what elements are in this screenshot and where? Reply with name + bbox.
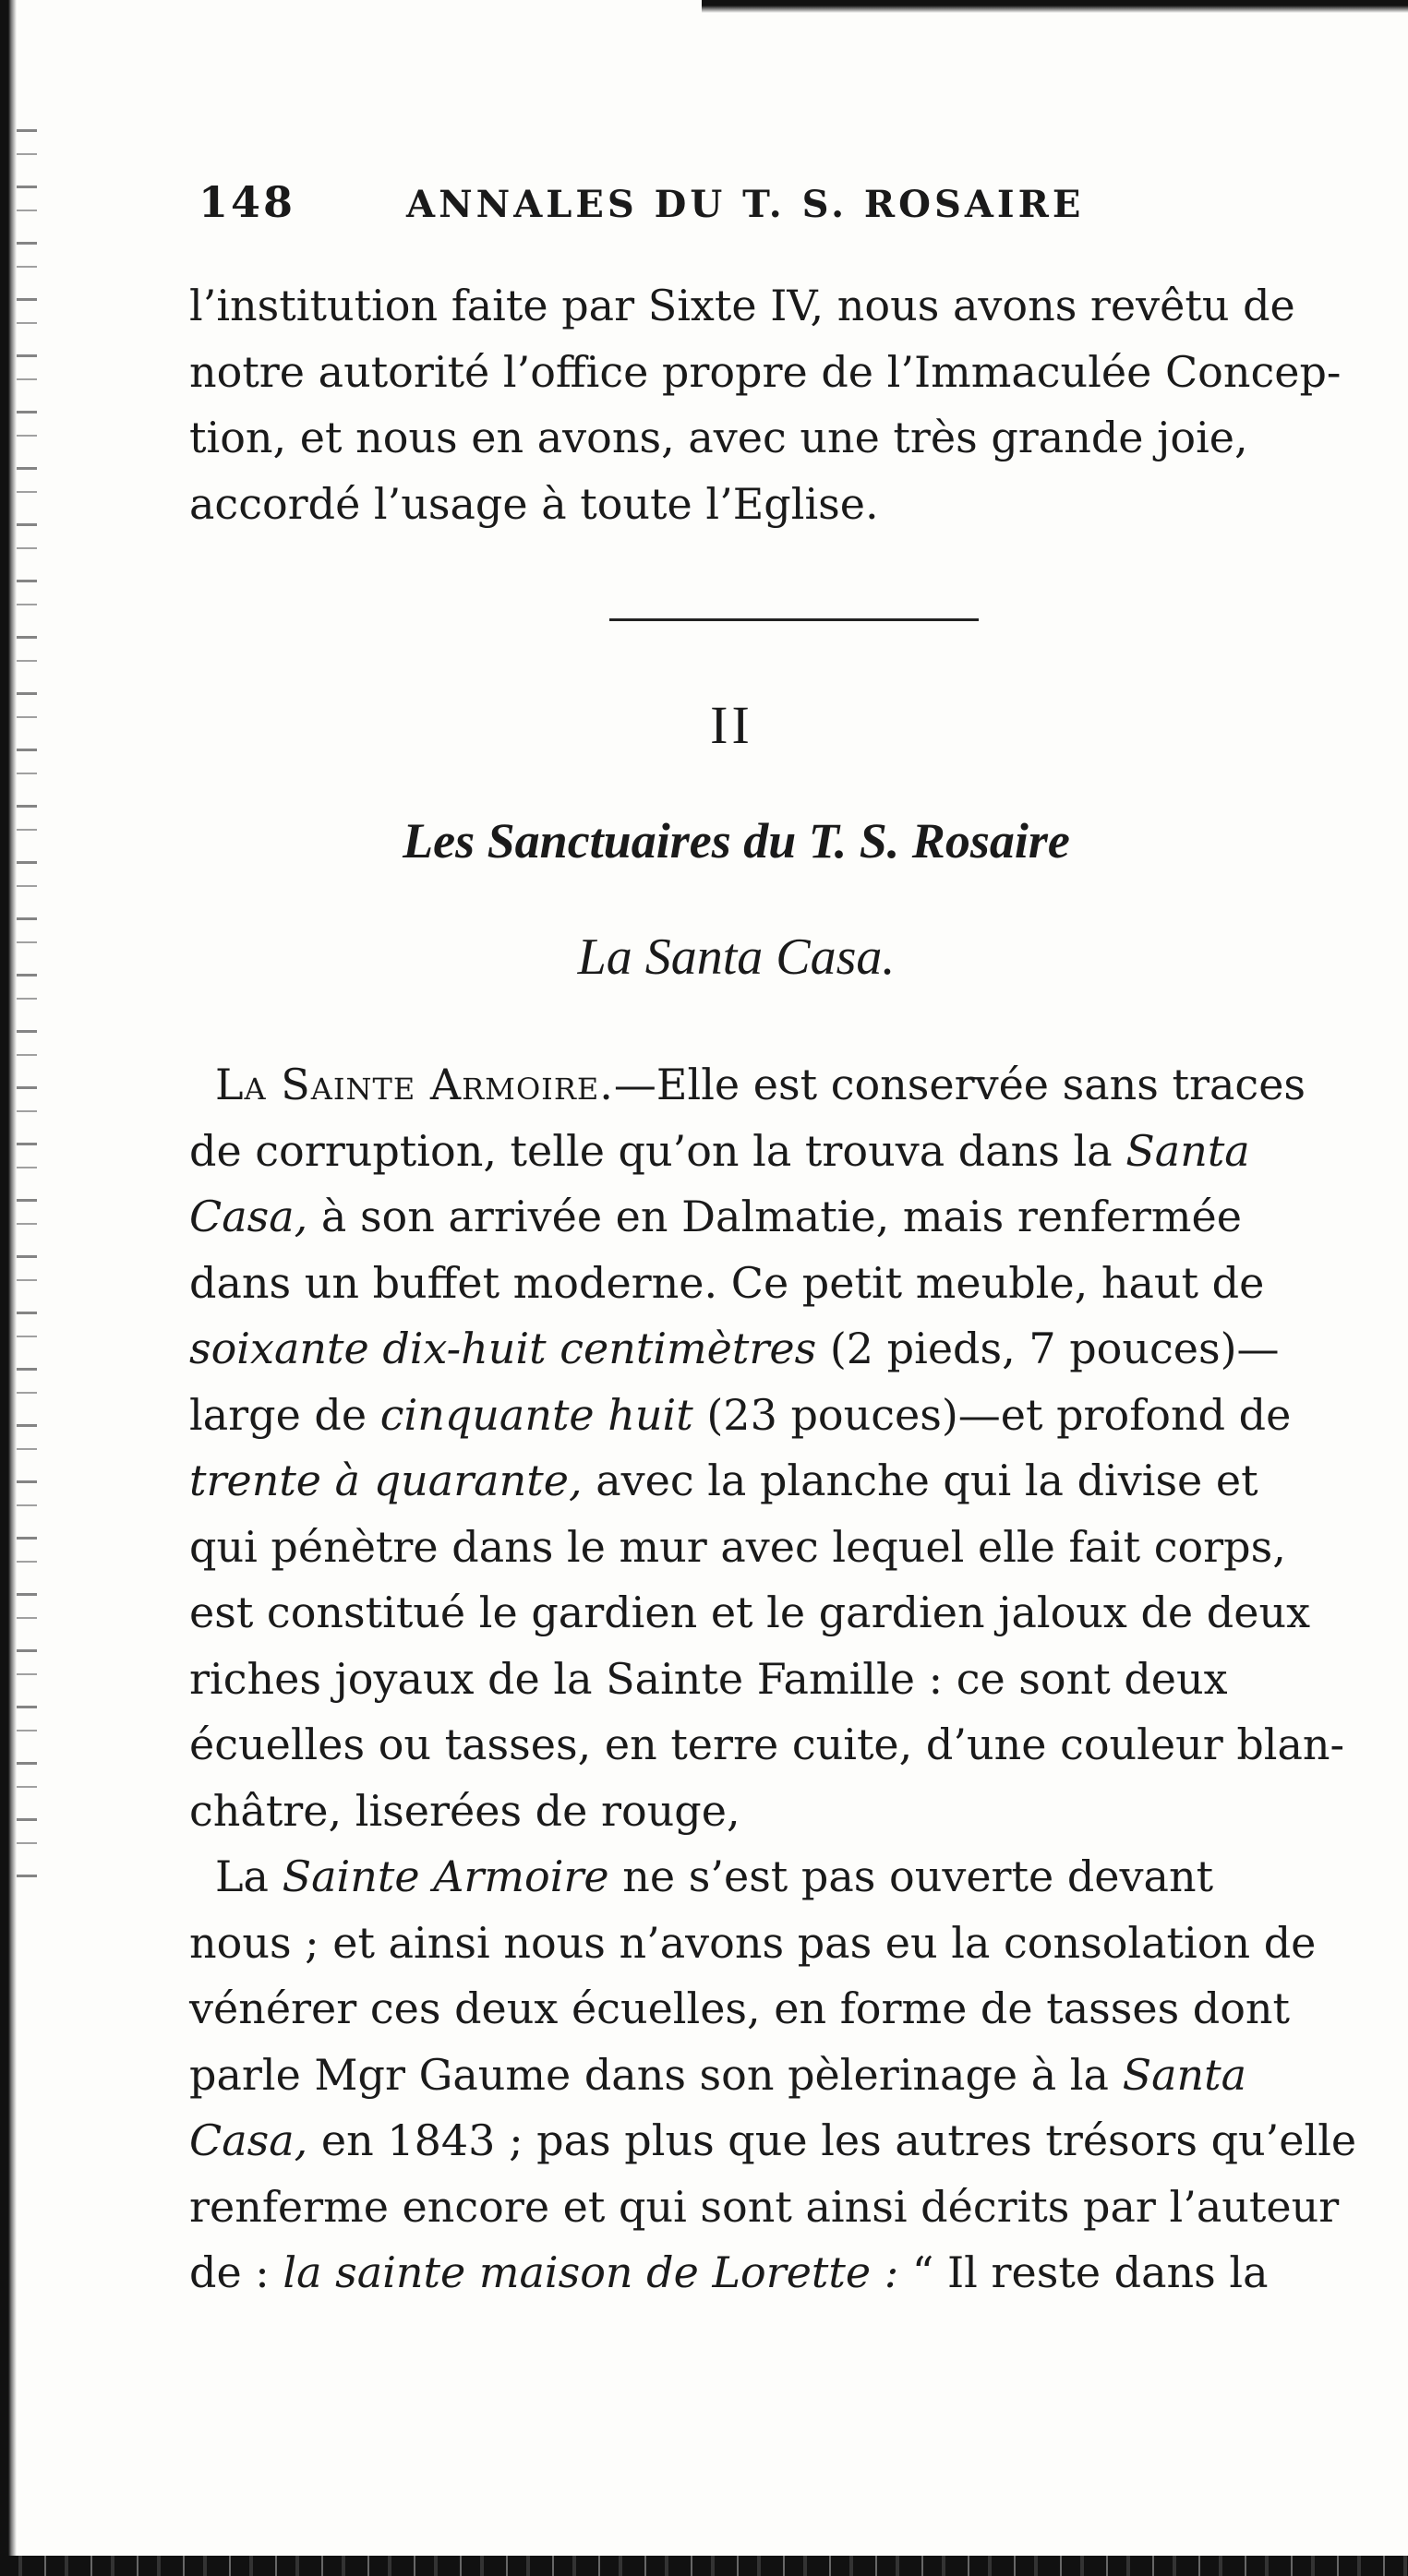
bottom-page-edge [0, 2556, 1408, 2576]
section-number: II [710, 695, 753, 755]
page-binding-edge [0, 0, 17, 2576]
italic-span: soixante dix-huit centimètres [189, 1324, 817, 1373]
text-line [189, 1052, 1376, 1119]
scan-speckle [17, 129, 37, 1883]
text-line [189, 2108, 1376, 2175]
section-subtitle: La Santa Casa. [577, 929, 896, 986]
italic-span: cinquante huit [379, 1389, 693, 1440]
text-line: vénérer ces deux écuelles, en forme de tasses dont [189, 1983, 1291, 2033]
italic-span: la sainte maison de Lorette : [283, 2247, 899, 2297]
paragraph-lead: La Sainte Armoire. [215, 1060, 614, 1109]
text-line [189, 2240, 1376, 2306]
text-span: de : [189, 2247, 283, 2297]
text-line [189, 1184, 1376, 1251]
text-line [189, 1383, 1376, 1449]
text-line: est constitué le gardien et le gardien jaloux de deux [189, 1588, 1311, 1637]
text-line: notre autorité l’office propre de l’Immaculée Concep- [189, 346, 1342, 397]
text-line [189, 1119, 1376, 1185]
text-line: tion, et nous en avons, avec une très grande joie, [189, 413, 1248, 462]
italic-span: Casa, [189, 2115, 308, 2165]
text-span: parle Mgr Gaume dans son pèlerinage à la [189, 2049, 1123, 2100]
running-header [199, 177, 1214, 227]
text-span: “ Il reste dans la [898, 2247, 1269, 2297]
intro-paragraph [189, 273, 1376, 537]
text-span: de corruption, telle qu’on la trouva dans la [189, 1125, 1126, 1176]
text-line [189, 1316, 1376, 1383]
text-line: renferme encore et qui sont ainsi décrits par l’auteur [189, 2181, 1340, 2232]
text-line: dans un buffet moderne. Ce petit meuble, haut de [189, 1257, 1265, 1308]
text-span: —Elle est conservée sans traces [613, 1060, 1306, 1109]
text-span: large de [189, 1389, 380, 1440]
text-span: avec la planche qui la divise et [582, 1456, 1258, 1505]
text-span: à son arrivée en Dalmatie, mais renfermée [307, 1192, 1242, 1241]
text-line: nous ; et ainsi nous n’avons pas eu la consolation de [189, 1917, 1317, 1968]
text-line [189, 1448, 1376, 1515]
text-line: riches joyaux de la Sainte Famille : ce sont deux [189, 1653, 1228, 1704]
text-line: châtre, liserées de rouge, [189, 1785, 740, 1836]
section-title: Les Sanctuaires du T. S. Rosaire [403, 813, 1070, 869]
text-line: l’institution faite par Sixte IV, nous avons revêtu de [189, 281, 1295, 330]
text-span: (2 pieds, 7 pouces)— [816, 1324, 1280, 1373]
italic-span: Casa, [189, 1192, 308, 1241]
text-span: en 1843 ; pas plus que les autres trésors qu’elle [307, 2115, 1357, 2165]
main-text [189, 1052, 1376, 2306]
text-span: La [215, 1851, 283, 1901]
running-title: ANNALES DU T. S. ROSAIRE [406, 183, 1085, 226]
italic-span: Santa [1125, 1125, 1250, 1176]
text-span: ne s’est pas ouverte devant [608, 1851, 1214, 1901]
italic-span: Sainte Armoire [282, 1851, 609, 1901]
top-edge-rule [702, 0, 1408, 13]
italic-span: Santa [1122, 2049, 1247, 2100]
section-divider [609, 618, 979, 621]
text-line [189, 2043, 1376, 2109]
italic-span: trente à quarante, [189, 1456, 583, 1505]
text-line: qui pénètre dans le mur avec lequel elle fait corps, [189, 1521, 1286, 1572]
text-span: (23 pouces)—et profond de [692, 1389, 1292, 1440]
text-line: accordé l’usage à toute l’Eglise. [189, 478, 879, 529]
text-line: écuelles ou tasses, en terre cuite, d’une couleur blan- [189, 1719, 1345, 1769]
page-number: 148 [199, 177, 296, 227]
text-line [189, 1844, 1376, 1911]
